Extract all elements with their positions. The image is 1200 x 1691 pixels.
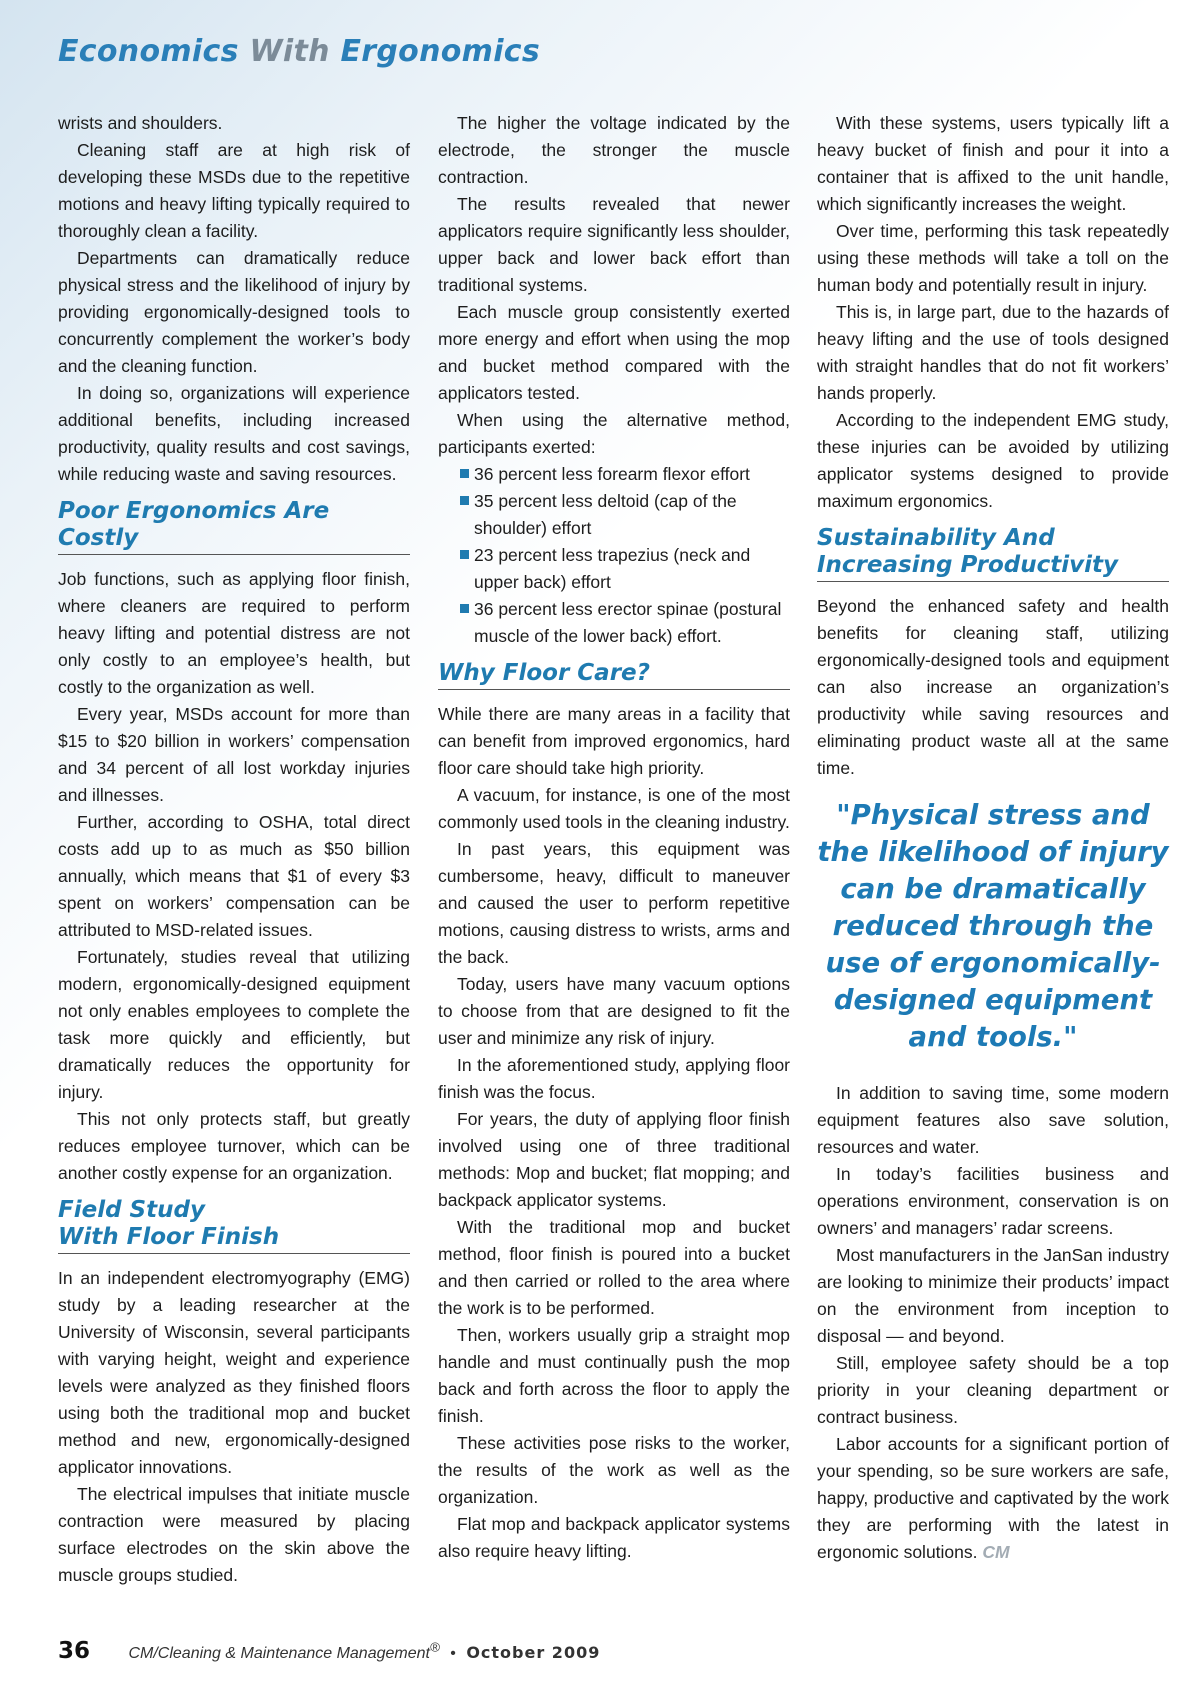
list-item-text: 35 percent less deltoid (cap of the shoulder) effort — [474, 491, 737, 538]
registered-mark: ® — [429, 1639, 440, 1655]
paragraph: In an independent electromyography (EMG) study by a leading researcher at the University of Wisconsin, several participants with varying height, weight and experience levels were analyzed as they finished floors using both the traditional mop and bucket method and new, ergonomically-designed applicator innovations. — [58, 1268, 410, 1477]
heading-line: Sustainability And — [817, 525, 1055, 551]
paragraph: Most manufacturers in the JanSan industry are looking to minimize their products’ impact on the environment from inception to disposal — and beyond. — [817, 1245, 1169, 1346]
section-heading-poor-ergonomics: Poor Ergonomics Are Costly — [58, 498, 410, 555]
paragraph: In addition to saving time, some modern equipment features also save solution, resources and water. — [817, 1083, 1169, 1157]
list-item-text: 36 percent less forearm flexor effort — [474, 464, 750, 484]
heading-line: Increasing Productivity — [817, 552, 1118, 578]
paragraph: In the aforementioned study, applying floor finish was the focus. — [438, 1055, 790, 1102]
paragraph: Beyond the enhanced safety and health benefits for cleaning staff, utilizing ergonomically-designed tools and equipment can also increase an organization’s productivity while saving resources and eliminating product waste all at the same time. — [817, 596, 1169, 778]
footer-separator: • — [450, 1645, 456, 1662]
article-column-2 — [438, 110, 790, 1565]
paragraph: These activities pose risks to the worker, the results of the work as well as the organization. — [438, 1433, 790, 1507]
paragraph: Then, workers usually grip a straight mop handle and must continually push the mop back and forth across the floor to apply the finish. — [438, 1325, 790, 1426]
paragraph: This not only protects staff, but greatly reduces employee turnover, which can be another costly expense for an organization. — [58, 1109, 410, 1183]
bullet-list — [438, 461, 790, 650]
article-column-1 — [58, 110, 410, 1589]
paragraph: The electrical impulses that initiate muscle contraction were measured by placing surface electrodes on the skin above the muscle groups studied. — [58, 1484, 410, 1585]
page-number: 36 — [58, 1638, 91, 1664]
article-column-3 — [817, 110, 1169, 1566]
paragraph: Flat mop and backpack applicator systems also require heavy lifting. — [438, 1514, 790, 1561]
square-bullet-icon — [460, 604, 469, 613]
list-item — [460, 461, 790, 488]
paragraph: Each muscle group consistently exerted more energy and effort when using the mop and bucket method compared with the applicators tested. — [438, 302, 790, 403]
paragraph: According to the independent EMG study, these injuries can be avoided by utilizing applicator systems designed to provide maximum ergonomics. — [817, 410, 1169, 511]
paragraph: A vacuum, for instance, is one of the most commonly used tools in the cleaning industry. — [438, 785, 790, 832]
section-heading-why-floor-care: Why Floor Care? — [438, 660, 790, 690]
heading-line: Field Study — [58, 1197, 205, 1223]
publication-name: CM/Cleaning & Maintenance Management — [128, 1645, 430, 1662]
paragraph: The higher the voltage indicated by the electrode, the stronger the muscle contraction. — [438, 113, 790, 187]
paragraph: Departments can dramatically reduce physical stress and the likelihood of injury by providing ergonomically-designed tools to concurrently complement the worker’s body and the cleaning function. — [58, 248, 410, 376]
square-bullet-icon — [460, 550, 469, 559]
pull-quote: "Physical stress and the likelihood of injury can be dramatically reduced through the use of ergonomically-designed equipment and tools." — [817, 799, 1169, 1053]
paragraph: Still, employee safety should be a top priority in your cleaning department or contract business. — [817, 1353, 1169, 1427]
list-item — [460, 542, 790, 596]
paragraph: When using the alternative method, participants exerted: — [438, 410, 790, 457]
title-part-with: With — [249, 34, 330, 69]
paragraph: In past years, this equipment was cumbersome, heavy, difficult to maneuver and caused the user to perform repetitive motions, causing distress to wrists, arms and the back. — [438, 839, 790, 967]
square-bullet-icon — [460, 469, 469, 478]
paragraph: The results revealed that newer applicators require significantly less shoulder, upper back and lower back effort than traditional systems. — [438, 194, 790, 295]
paragraph: Today, users have many vacuum options to choose from that are designed to fit the user and minimize any risk of injury. — [438, 974, 790, 1048]
paragraph: With these systems, users typically lift a heavy bucket of finish and pour it into a container that is affixed to the unit handle, which significantly increases the weight. — [817, 113, 1169, 214]
page-title — [58, 34, 540, 69]
square-bullet-icon — [460, 496, 469, 505]
paragraph: For years, the duty of applying floor finish involved using one of three traditional methods: Mop and bucket; flat mopping; and backpack applicator systems. — [438, 1109, 790, 1210]
section-heading-sustainability — [817, 525, 1169, 582]
paragraph: Every year, MSDs account for more than $15 to $20 billion in workers’ compensation and 34 percent of all lost workday injuries and illnesses. — [58, 704, 410, 805]
title-part-economics: Economics — [58, 34, 250, 69]
paragraph: Further, according to OSHA, total direct costs add up to as much as $50 billion annually, which means that $1 of every $3 spent on workers’ compensation can be attributed to MSD-related issues. — [58, 812, 410, 940]
paragraph: Fortunately, studies reveal that utilizing modern, ergonomically-designed equipment not only enables employees to complete the task more quickly and efficiently, but dramatically reduces the opportunity for injury. — [58, 947, 410, 1102]
paragraph: This is, in large part, due to the hazards of heavy lifting and the use of tools designed with straight handles that do not fit workers’ hands properly. — [817, 302, 1169, 403]
paragraph: With the traditional mop and bucket method, floor finish is poured into a bucket and then carried or rolled to the area where the work is to be performed. — [438, 1217, 790, 1318]
list-item-text: 36 percent less erector spinae (postural muscle of the lower back) effort. — [474, 599, 782, 646]
paragraph: Job functions, such as applying floor finish, where cleaners are required to perform heavy lifting and potential distress are not only costly to an employee’s health, but costly to the organization as well. — [58, 569, 410, 697]
paragraph: wrists and shoulders. — [58, 113, 223, 133]
title-part-ergonomics: Ergonomics — [329, 34, 541, 69]
section-heading-field-study — [58, 1197, 410, 1254]
paragraph: In doing so, organizations will experience additional benefits, including increased productivity, quality results and cost savings, while reducing waste and saving resources. — [58, 383, 410, 484]
paragraph: Over time, performing this task repeatedly using these methods will take a toll on the human body and potentially result in injury. — [817, 221, 1169, 295]
list-item-text: 23 percent less trapezius (neck and upper back) effort — [474, 545, 751, 592]
heading-line: With Floor Finish — [58, 1224, 280, 1250]
end-mark: CM — [982, 1542, 1010, 1562]
paragraph-text: Labor accounts for a significant portion of your spending, so be sure workers are safe, happy, productive and captivated by the work they are performing with the latest in ergonomic solutions. — [817, 1434, 1169, 1562]
list-item — [460, 488, 790, 542]
paragraph: In today’s facilities business and operations environment, conservation is on owners’ and managers’ radar screens. — [817, 1164, 1169, 1238]
page-footer — [58, 1638, 600, 1664]
paragraph: While there are many areas in a facility that can benefit from improved ergonomics, hard floor care should take high priority. — [438, 704, 790, 778]
issue-date: October 2009 — [466, 1643, 601, 1662]
paragraph-final — [817, 1431, 1169, 1566]
paragraph: Cleaning staff are at high risk of developing these MSDs due to the repetitive motions and heavy lifting typically required to thoroughly clean a facility. — [58, 140, 410, 241]
list-item — [460, 596, 790, 650]
